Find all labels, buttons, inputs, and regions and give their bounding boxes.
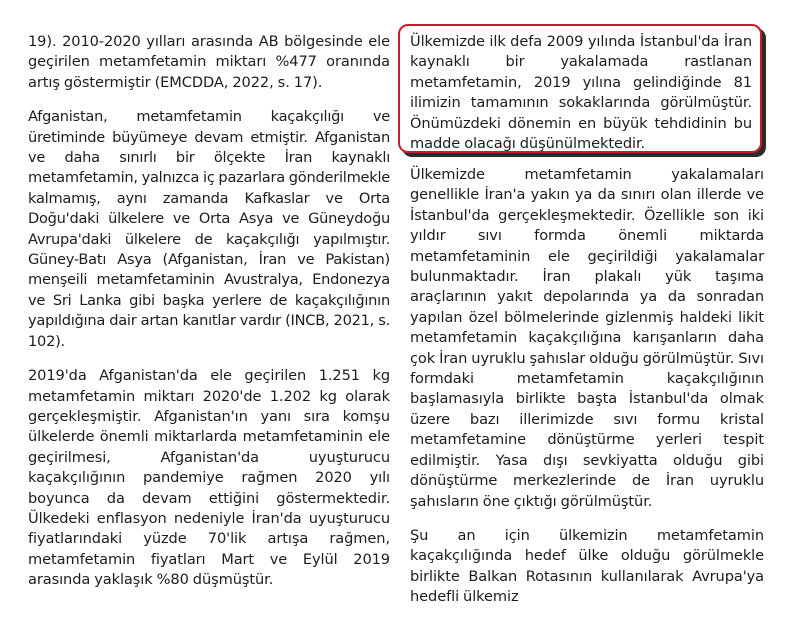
left-paragraph-2: Afganistan, metamfetamin kaçakçılığı ve üretiminde büyümeye devam etmiştir. Afganistan ve daha sınırlı bir ölçekte İran kaynaklı metamfetamin, yalnızca iç pazarlara gönderilmekle kalmamış, aynı zamanda Kafkaslar ve Orta Doğu'daki ülkelere ve Orta Asya ve Güneydoğu Avrupa'daki ülkelere de kaçakçılığı yapılmıştır. Güney-Batı Asya (Afganistan, İran ve Pakistan) menşeili metamfetaminin Avustralya, Endonezya ve Sri Lanka gibi başka yerlere de kaçakçılığının yapıldığına dair artan kanıtlar vardır (INCB, 2021, s. 102).: [28, 108, 390, 350]
right-paragraph-1: Ülkemizde metamfetamin yakalamaları genellikle İran'a yakın ya da sınırı olan illerde ve İstanbul'da gerçekleşmektedir. Özellikle son iki yıldır sıvı formda önemli miktarda metamfetaminin ele geçirildiği yakalamalar bulunmaktadır. İran plakalı yük taşıma araçlarının yakıt depolarında ya da sonradan yapılan özel bölmelerinde gizlenmiş haldeki likit metamfetamin kaçakçılığına karışanların daha çok İran uyruklu şahıslar olduğu görülmüştür. Sıvı formdaki metamfetamin kaçakçılığının başlamasıyla birlikte başta İstanbul'da olmak üzere bazı illerimizde sıvı formu kristal metamfetamine dönüştürme yerleri tespit edilmiştir. Yasa dışı sevkiyatta olduğu gibi dönüştürme merkezlerinde de İran uyruklu şahısların öne çıktığı görülmüştür.: [410, 166, 764, 510]
right-column: [410, 165, 764, 622]
right-paragraph-2: Şu an için ülkemizin metamfetamin kaçakçılığında hedef ülke olduğu görülmekle birlikte Balkan Rotasının kullanılarak Avrupa'ya hedefli ülkemiz: [410, 526, 764, 606]
callout-text: Ülkemizde ilk defa 2009 yılında İstanbul'da İran kaynaklı bir yakalamada rastlanan metamfetamin, 2019 yılına gelindiğinde 81 ilimizin tamamının sokaklarında görülmüştür. Önümüzdeki dönemin en büyük tehdidinin bu madde olacağı düşünülmektedir.: [410, 33, 752, 153]
left-paragraph-3: 2019'da Afganistan'da ele geçirilen 1.251 kg metamfetamin miktarı 2020'de 1.202 kg olarak gerçekleşmiştir. Afganistan'ın yanı sıra komşu ülkelerde önemli miktarlarda metamfetaminin ele geçirilmesi, Afganistan'da uyuşturucu kaçakçılığının pandemiye rağmen 2020 yılı boyunca da devam ettiğini göstermektedir. Ülkedeki enflasyon nedeniyle İran'da uyuşturucu fiyatlarındaki yüzde 70'lik artışa rağmen, metamfetamin fiyatları Mart ve Eylül 2019 arasında yaklaşık %80 düşmüştür.: [28, 367, 390, 589]
left-column: [28, 32, 390, 605]
highlight-callout-box: [398, 24, 762, 153]
left-paragraph-1: 19). 2010-2020 yılları arasında AB bölgesinde ele geçirilen metamfetamin miktarı %477 oranında artış göstermiştir (EMCDDA, 2022, s. 17).: [28, 33, 390, 91]
